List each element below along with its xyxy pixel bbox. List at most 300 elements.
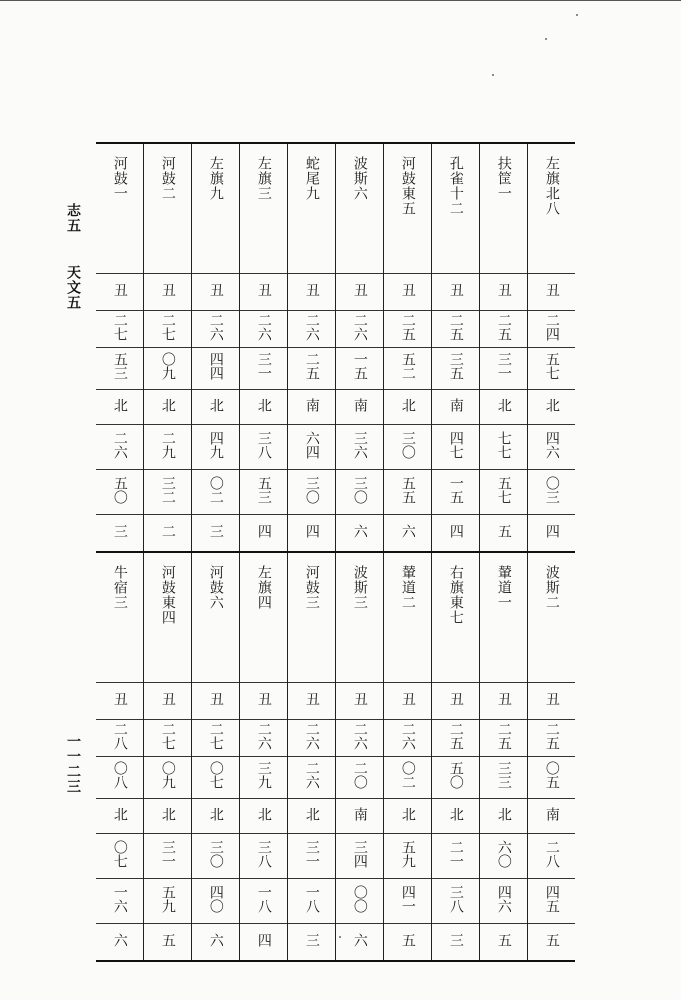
star-name-cell (96, 143, 144, 273)
star-name: 河鼓東五 (399, 156, 416, 216)
star-name: 河鼓二 (159, 156, 176, 201)
value-cell (432, 389, 480, 424)
value-cell (192, 347, 240, 389)
cell-value: 四四 (207, 352, 224, 381)
value-cell (528, 833, 576, 878)
value-cell (480, 682, 528, 719)
value-cell (192, 514, 240, 552)
cell-value: 三一 (303, 839, 320, 868)
cell-value: 二五 (495, 312, 512, 341)
value-cell (480, 756, 528, 798)
value-cell (240, 347, 288, 389)
value-cell (96, 514, 144, 552)
cell-value: 丑 (495, 691, 512, 706)
star-name-cell (144, 552, 192, 682)
cell-value: 五 (399, 932, 416, 947)
value-cell (192, 469, 240, 514)
cell-value: 二六 (207, 312, 224, 341)
value-cell (288, 719, 336, 756)
value-cell (144, 389, 192, 424)
value-cell (336, 273, 384, 310)
star-name-cell (96, 552, 144, 682)
value-cell (432, 719, 480, 756)
value-cell (432, 682, 480, 719)
value-cell (336, 756, 384, 798)
star-name-cell (528, 143, 576, 273)
value-cell (480, 833, 528, 878)
star-name: 孔雀十二 (447, 156, 464, 216)
cell-value: 五五 (399, 475, 416, 504)
value-cell (288, 878, 336, 923)
star-name: 左旗四 (255, 565, 272, 610)
star-name-row (96, 143, 575, 273)
cell-value: 二七 (159, 312, 176, 341)
cell-value: 六 (111, 932, 128, 947)
value-cell (384, 878, 432, 923)
cell-value: 三〇 (399, 430, 416, 459)
cell-value: 五九 (399, 839, 416, 868)
cell-value: 五 (543, 932, 560, 947)
cell-value: 〇八 (111, 761, 128, 790)
cell-value: 五 (495, 523, 512, 538)
cell-value: 五 (495, 932, 512, 947)
cell-value: 〇三 (543, 475, 560, 504)
star-name-cell (336, 552, 384, 682)
cell-value: 丑 (447, 691, 464, 706)
value-cell (96, 719, 144, 756)
cell-value: 二六 (351, 312, 368, 341)
value-cell (192, 682, 240, 719)
cell-value: 二八 (111, 721, 128, 750)
value-cell (96, 424, 144, 469)
value-cell (240, 798, 288, 833)
star-name-cell (480, 552, 528, 682)
value-cell (192, 833, 240, 878)
cell-value: 二七 (207, 721, 224, 750)
cell-value: 北 (495, 397, 512, 412)
value-cell (528, 878, 576, 923)
cell-value: 北 (207, 397, 224, 412)
cell-value: 四 (447, 523, 464, 538)
cell-value: 五 (159, 932, 176, 947)
value-cell (336, 878, 384, 923)
star-name-cell (192, 143, 240, 273)
cell-value: 北 (159, 397, 176, 412)
cell-value: 三二 (159, 475, 176, 504)
value-cell (480, 424, 528, 469)
branch-row (96, 682, 575, 719)
value-cell (336, 798, 384, 833)
star-catalog-table (96, 142, 575, 962)
magnitude-row (96, 923, 575, 961)
value-cell (288, 389, 336, 424)
value-cell (144, 798, 192, 833)
cell-value: 三〇 (351, 475, 368, 504)
cell-value: 二五 (495, 721, 512, 750)
value-cell (192, 424, 240, 469)
cell-value: 丑 (159, 691, 176, 706)
cell-value: 四六 (495, 884, 512, 913)
cell-value: 六 (399, 523, 416, 538)
cell-value: 三八 (255, 430, 272, 459)
cell-value: 一五 (447, 475, 464, 504)
value-cell (480, 273, 528, 310)
value-cell (192, 273, 240, 310)
value-cell (432, 347, 480, 389)
cell-value: 二五 (399, 312, 416, 341)
value-cell (144, 719, 192, 756)
value-cell (192, 310, 240, 347)
direction-row (96, 798, 575, 833)
cell-value: 五七 (495, 475, 512, 504)
value-cell (384, 347, 432, 389)
cell-value: 南 (447, 397, 464, 412)
cell-value: 〇七 (207, 761, 224, 790)
cell-value: 四九 (207, 430, 224, 459)
value-cell (96, 389, 144, 424)
star-name-cell (384, 143, 432, 273)
star-name: 輦道二 (399, 565, 416, 610)
cell-value: 七七 (495, 430, 512, 459)
cell-value: 二〇 (351, 761, 368, 790)
value-cell (288, 923, 336, 961)
cell-value: 〇九 (159, 761, 176, 790)
degree-row (96, 310, 575, 347)
value-cell (144, 833, 192, 878)
speck (492, 74, 494, 76)
cell-value: 二一 (447, 839, 464, 868)
cell-value: 北 (207, 806, 224, 821)
value-cell (288, 424, 336, 469)
cell-value: 二 (159, 523, 176, 538)
value-cell (336, 719, 384, 756)
star-name-cell (288, 143, 336, 273)
cell-value: 四七 (447, 430, 464, 459)
cell-value: 丑 (255, 691, 272, 706)
cell-value: 三 (207, 523, 224, 538)
cell-value: 二五 (303, 352, 320, 381)
cell-value: 二六 (351, 721, 368, 750)
cell-value: 北 (447, 806, 464, 821)
cell-value: 五三 (255, 475, 272, 504)
degree-row (96, 719, 575, 756)
value-cell (432, 878, 480, 923)
value-cell (96, 347, 144, 389)
value-cell (480, 310, 528, 347)
cell-value: 丑 (207, 282, 224, 297)
value-cell (144, 347, 192, 389)
cell-value: 二七 (159, 721, 176, 750)
cell-value: 一五 (351, 352, 368, 381)
value-cell (336, 833, 384, 878)
cell-value: 三八 (447, 884, 464, 913)
cell-value: 二九 (159, 430, 176, 459)
cell-value: 二八 (543, 839, 560, 868)
value-cell (384, 424, 432, 469)
page-number: 一一二三 (65, 734, 81, 794)
cell-value: 丑 (159, 282, 176, 297)
cell-value: 〇二 (207, 475, 224, 504)
value-cell (480, 389, 528, 424)
value-cell (384, 719, 432, 756)
value-cell (528, 424, 576, 469)
cell-value: 北 (303, 806, 320, 821)
cell-value: 北 (495, 806, 512, 821)
cell-value: 四 (303, 523, 320, 538)
cell-value: 六〇 (495, 839, 512, 868)
cell-value: 六 (351, 932, 368, 947)
value-cell (384, 310, 432, 347)
value-cell (288, 273, 336, 310)
value-cell (288, 514, 336, 552)
cell-value: 二五 (447, 721, 464, 750)
value-cell (528, 756, 576, 798)
value-cell (336, 389, 384, 424)
value-cell (480, 878, 528, 923)
star-name: 牛宿三 (111, 565, 128, 610)
latitude-degree-row (96, 424, 575, 469)
value-cell (240, 310, 288, 347)
branch-row (96, 273, 575, 310)
value-cell (528, 469, 576, 514)
value-cell (240, 469, 288, 514)
value-cell (432, 273, 480, 310)
star-name-cell (240, 143, 288, 273)
cell-value: 三一 (159, 839, 176, 868)
cell-value: 三 (447, 932, 464, 947)
cell-value: 五九 (159, 884, 176, 913)
cell-value: 四五 (543, 884, 560, 913)
cell-value: 丑 (255, 282, 272, 297)
value-cell (384, 833, 432, 878)
value-cell (240, 719, 288, 756)
cell-value: 南 (351, 806, 368, 821)
cell-value: 三〇 (207, 839, 224, 868)
cell-value: 丑 (399, 691, 416, 706)
value-cell (336, 923, 384, 961)
star-name: 河鼓六 (207, 565, 224, 610)
value-cell (144, 310, 192, 347)
star-name: 蛇尾九 (303, 156, 320, 201)
value-cell (240, 424, 288, 469)
value-cell (96, 682, 144, 719)
magnitude-row (96, 514, 575, 552)
cell-value: 三三 (495, 761, 512, 790)
star-name-cell (144, 143, 192, 273)
value-cell (528, 347, 576, 389)
value-cell (432, 798, 480, 833)
value-cell (528, 310, 576, 347)
value-cell (240, 878, 288, 923)
cell-value: 二四 (543, 312, 560, 341)
value-cell (336, 514, 384, 552)
cell-value: 〇五 (543, 761, 560, 790)
minute-row (96, 756, 575, 798)
cell-value: 二五 (543, 721, 560, 750)
star-name: 輦道一 (495, 565, 512, 610)
cell-value: 四六 (543, 430, 560, 459)
cell-value: 南 (543, 806, 560, 821)
latitude-minute-row (96, 469, 575, 514)
star-name: 左旗北八 (543, 156, 560, 216)
value-cell (144, 756, 192, 798)
star-name-cell (528, 552, 576, 682)
value-cell (288, 469, 336, 514)
value-cell (96, 798, 144, 833)
cell-value: 二六 (255, 721, 272, 750)
value-cell (96, 756, 144, 798)
value-cell (336, 310, 384, 347)
cell-value: 六 (351, 523, 368, 538)
cell-value: 五七 (543, 352, 560, 381)
cell-value: 三一 (495, 352, 512, 381)
value-cell (144, 682, 192, 719)
cell-value: 六 (207, 932, 224, 947)
star-name-row (96, 552, 575, 682)
value-cell (96, 923, 144, 961)
value-cell (480, 347, 528, 389)
star-name: 河鼓一 (111, 156, 128, 201)
value-cell (144, 424, 192, 469)
star-name-cell (480, 143, 528, 273)
star-name-cell (336, 143, 384, 273)
value-cell (480, 798, 528, 833)
star-name-cell (240, 552, 288, 682)
value-cell (528, 389, 576, 424)
value-cell (288, 756, 336, 798)
value-cell (336, 347, 384, 389)
value-cell (192, 798, 240, 833)
cell-value: 〇〇 (351, 884, 368, 913)
cell-value: 三〇 (303, 475, 320, 504)
cell-value: 〇二 (399, 761, 416, 790)
cell-value: 二六 (303, 312, 320, 341)
star-name: 扶筐一 (495, 156, 512, 201)
value-cell (432, 310, 480, 347)
value-cell (96, 878, 144, 923)
cell-value: 丑 (207, 691, 224, 706)
star-name: 波斯六 (351, 156, 368, 201)
cell-value: 丑 (111, 691, 128, 706)
star-name: 左旗三 (255, 156, 272, 201)
cell-value: 三八 (255, 839, 272, 868)
star-name-cell (192, 552, 240, 682)
cell-value: 丑 (303, 691, 320, 706)
star-name-cell (432, 143, 480, 273)
value-cell (288, 798, 336, 833)
speck (545, 38, 547, 40)
cell-value: 一六 (111, 884, 128, 913)
cell-value: 丑 (543, 691, 560, 706)
cell-value: 三 (111, 523, 128, 538)
cell-value: 南 (351, 397, 368, 412)
cell-value: 北 (543, 397, 560, 412)
value-cell (528, 719, 576, 756)
cell-value: 北 (255, 806, 272, 821)
value-cell (384, 798, 432, 833)
cell-value: 三五 (447, 352, 464, 381)
cell-value: 五〇 (447, 761, 464, 790)
cell-value: 二六 (303, 761, 320, 790)
value-cell (192, 878, 240, 923)
cell-value: 一八 (255, 884, 272, 913)
value-cell (432, 469, 480, 514)
value-cell (96, 469, 144, 514)
cell-value: 二六 (399, 721, 416, 750)
cell-value: 三六 (351, 430, 368, 459)
star-name: 波斯三 (351, 565, 368, 610)
value-cell (480, 923, 528, 961)
value-cell (432, 756, 480, 798)
value-cell (384, 469, 432, 514)
cell-value: 〇九 (159, 352, 176, 381)
chapter-label: 志五 (65, 203, 81, 233)
cell-value: 丑 (111, 282, 128, 297)
cell-value: 四一 (399, 884, 416, 913)
value-cell (528, 682, 576, 719)
latitude-degree-row (96, 833, 575, 878)
cell-value: 丑 (495, 282, 512, 297)
cell-value: 丑 (399, 282, 416, 297)
cell-value: 三九 (255, 761, 272, 790)
value-cell (240, 833, 288, 878)
cell-value: 丑 (351, 691, 368, 706)
value-cell (192, 389, 240, 424)
minute-row (96, 347, 575, 389)
cell-value: 六四 (303, 430, 320, 459)
cell-value: 五三 (111, 352, 128, 381)
value-cell (288, 682, 336, 719)
cell-value: 五二 (399, 352, 416, 381)
value-cell (528, 798, 576, 833)
value-cell (240, 682, 288, 719)
cell-value: 丑 (543, 282, 560, 297)
cell-value: 三四 (351, 839, 368, 868)
star-name: 河鼓東四 (159, 565, 176, 625)
value-cell (432, 424, 480, 469)
cell-value: 三 (303, 932, 320, 947)
value-cell (528, 514, 576, 552)
cell-value: 五〇 (111, 475, 128, 504)
cell-value: 二六 (255, 312, 272, 341)
value-cell (384, 923, 432, 961)
value-cell (384, 273, 432, 310)
star-name-cell (432, 552, 480, 682)
cell-value: 北 (111, 806, 128, 821)
value-cell (432, 833, 480, 878)
value-cell (432, 514, 480, 552)
value-cell (144, 923, 192, 961)
value-cell (528, 923, 576, 961)
value-cell (240, 923, 288, 961)
star-name-cell (288, 552, 336, 682)
value-cell (480, 514, 528, 552)
value-cell (240, 514, 288, 552)
value-cell (240, 756, 288, 798)
cell-value: 南 (303, 397, 320, 412)
value-cell (288, 310, 336, 347)
value-cell (384, 389, 432, 424)
star-name-cell (384, 552, 432, 682)
value-cell (192, 756, 240, 798)
value-cell (336, 424, 384, 469)
cell-value: 二六 (111, 430, 128, 459)
value-cell (240, 389, 288, 424)
value-cell (528, 273, 576, 310)
cell-value: 北 (399, 397, 416, 412)
cell-value: 三一 (255, 352, 272, 381)
value-cell (144, 469, 192, 514)
